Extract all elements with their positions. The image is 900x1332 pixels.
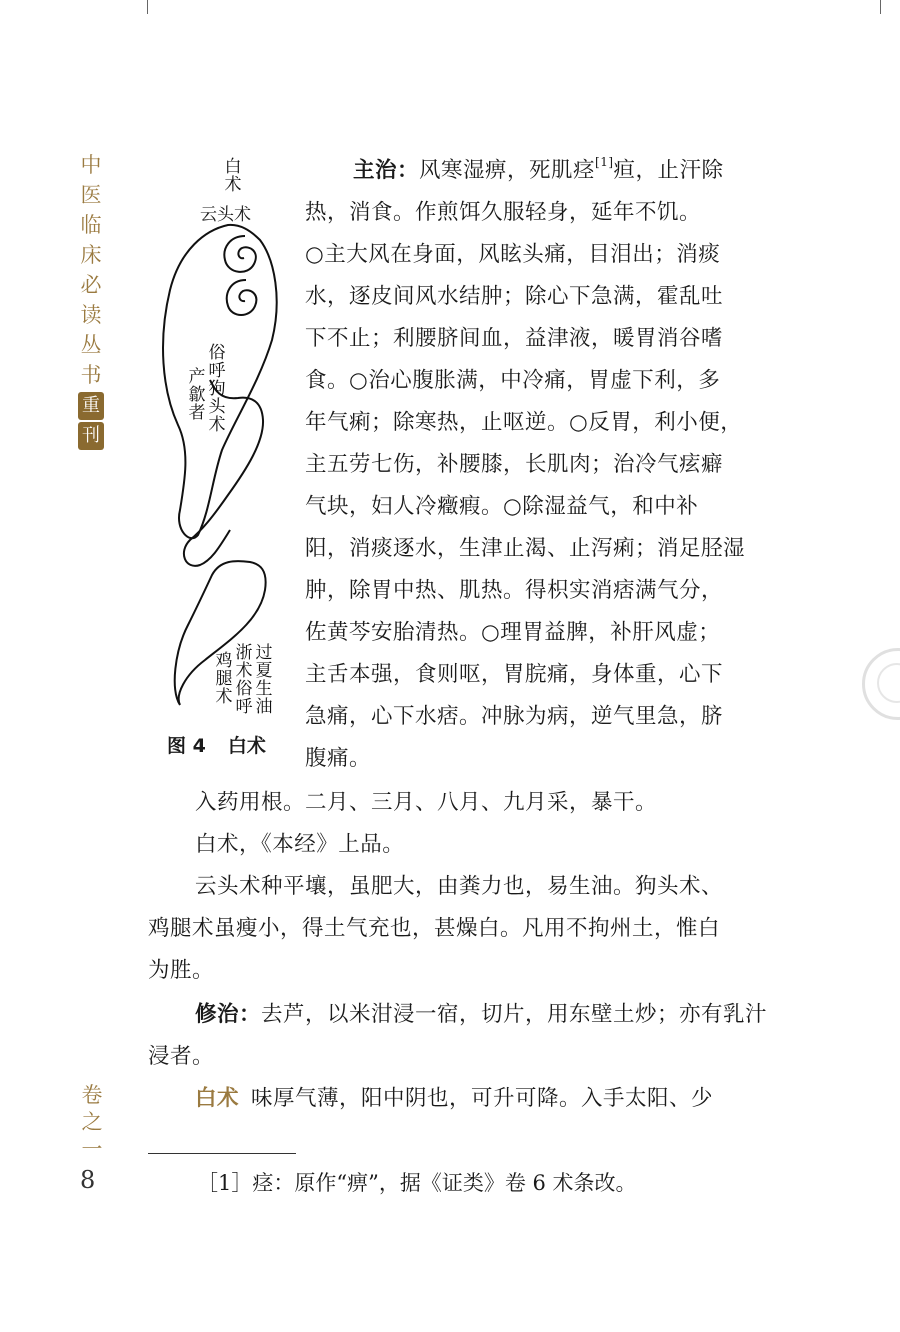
label-yuntou: 云头术: [200, 205, 251, 225]
label-jitui-col1: 过夏生油: [255, 643, 273, 717]
body-line: 阳，消痰逐水，生津止渴、止泻痢；消足胫湿: [305, 536, 746, 561]
body-line: 下不止；利腰脐间血，益津液，暖胃消谷嗜: [305, 326, 724, 351]
line1-text-b: 疸，止汗除: [613, 158, 724, 183]
para-yuntou-2: 鸡腿术虽瘦小，得土气充也，甚燥白。凡用不拘州土，惟白: [148, 916, 721, 941]
body-line: 热，消食。作煎饵久服轻身，延年不饥。: [305, 200, 702, 225]
para-origin: 白术，《本经》上品。: [195, 832, 405, 857]
volume-label: 卷之一: [81, 1083, 103, 1161]
label-baizhu: 白术: [224, 157, 242, 195]
para-root: 入药用根。二月、三月、八月、九月采，暴干。: [195, 790, 658, 815]
body-line: ○主大风在身面，风眩头痛，目泪出；消痰: [305, 242, 721, 267]
herb-name: 白术: [195, 1086, 240, 1111]
footnote-ref[interactable]: [1]: [595, 155, 614, 169]
page-number: 8: [80, 1166, 96, 1194]
para-xiuzhi-1: [195, 1000, 767, 1030]
footnote: [197, 1168, 637, 1198]
body-line-1: [353, 156, 724, 186]
watermark-logo: [862, 648, 900, 720]
footnote-text: 痉：原作“痹”，据《证类》卷 6 术条改。: [252, 1171, 637, 1195]
label-goutou-col1: 俗呼狗头术: [208, 343, 226, 435]
series-seal-char-1: 重: [78, 392, 104, 420]
body-line: 主舌本强，食则呕，胃脘痛，身体重，心下: [305, 662, 724, 687]
para-herb: [195, 1084, 713, 1114]
label-jitui-col3: 鸡腿术: [215, 651, 233, 707]
body-line: 气块，妇人冷癥瘕。○除湿益气，和中补: [305, 494, 699, 519]
crop-mark: [147, 0, 148, 14]
footnote-marker: ［1］: [197, 1171, 253, 1195]
footnote-rule: [148, 1153, 296, 1154]
series-title: 中医临床必读丛书: [80, 153, 102, 387]
para-yuntou-1: 云头术种平壤，虽肥大，由粪力也，易生油。狗头术、: [195, 874, 724, 899]
body-line: 腹痛。: [305, 746, 372, 771]
xiuzhi-text: 去芦，以米泔浸一宿，切片，用东壁土炒；亦有乳汁: [261, 1002, 768, 1027]
line1-text-a: 风寒湿痹，死肌痉: [419, 158, 596, 183]
para-xiuzhi-2: 浸者。: [148, 1044, 215, 1069]
body-line: 急痛，心下水痞。冲脉为病，逆气里急，脐: [305, 704, 724, 729]
body-line: 佐黄芩安胎清热。○理胃益脾，补肝风虚；: [305, 620, 721, 645]
body-line: 主五劳七伤，补腰膝，长肌肉；治冷气痃癖: [305, 452, 724, 477]
body-line: 水，逐皮间风水结肿；除心下急满，霍乱吐: [305, 284, 724, 309]
figure-caption: [167, 731, 288, 758]
label-jitui-col2: 浙术俗呼: [235, 643, 253, 717]
baizhu-illustration: [150, 150, 290, 720]
herb-text: 味厚气薄，阳中阴也，可升可降。入手太阳、少: [251, 1086, 714, 1111]
figure-caption-name: 白术: [227, 735, 266, 757]
label-goutou-col2: 产歙者: [188, 367, 206, 423]
body-line: 年气痢；除寒热，止呕逆。○反胃，利小便，: [305, 410, 743, 435]
zhuzhi-label: 主治：: [353, 158, 420, 183]
xiuzhi-label: 修治：: [195, 1002, 262, 1027]
para-yuntou-3: 为胜。: [148, 958, 215, 983]
body-line: 食。○治心腹胀满，中冷痛，胃虚下利，多: [305, 368, 721, 393]
crop-mark: [880, 0, 881, 14]
series-seal-char-2: 刊: [78, 422, 104, 450]
figure-caption-number: 图 4: [167, 735, 206, 757]
body-line: 肿，除胃中热、肌热。得枳实消痞满气分，: [305, 578, 724, 603]
